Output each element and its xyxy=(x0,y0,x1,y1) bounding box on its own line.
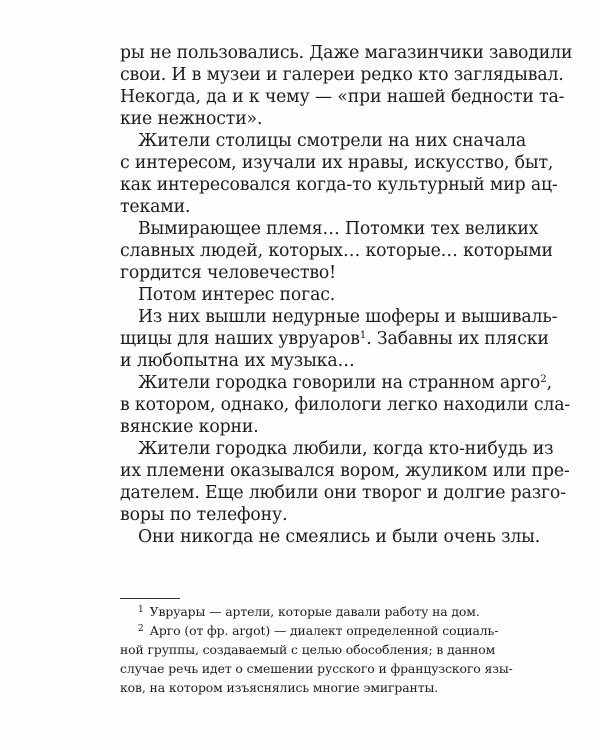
text-segment: Жители городка говорили на странном арго xyxy=(138,373,541,393)
text-line: дателем. Еще любили они творог и долгие разго- xyxy=(120,483,566,503)
text-line: как интересовался когда-то культурный мир ац- xyxy=(120,175,558,195)
footnote-line: ков, на котором изъяснялись многие эмигранты. xyxy=(120,680,439,695)
text-line: воры по телефону. xyxy=(120,505,288,525)
text-segment: . Забавны их пляски xyxy=(366,329,549,349)
text-line: с интересом, изучали их нравы, искусство, быт, xyxy=(120,153,554,173)
footnote-ref-2[interactable]: 2 xyxy=(540,373,547,386)
text-segment: , xyxy=(546,373,552,393)
footnote-ref-1[interactable]: 1 xyxy=(359,329,367,342)
text-line xyxy=(138,372,552,394)
text-line: ры не пользовались. Даже магазинчики заводили xyxy=(120,43,573,63)
text-line: кие нежности». xyxy=(120,109,263,129)
footnote-text: Арго (от фр. argot) — диалект определенной социаль- xyxy=(149,623,499,638)
footnote-line: ной группы, создаваемый с целью обособления; в данном xyxy=(120,642,496,657)
footnote-mark: 2 xyxy=(138,624,144,634)
text-line: вянские корни. xyxy=(120,417,259,437)
text-line: и любопытна их музыка… xyxy=(120,351,355,371)
footnote-text: Увруары — артели, которые давали работу на дом. xyxy=(149,604,480,619)
text-line: теками. xyxy=(120,197,191,217)
text-line: гордится человечество! xyxy=(120,263,336,283)
text-segment: щицы для наших увруаров xyxy=(120,329,360,349)
footnote-mark: 1 xyxy=(138,605,144,615)
text-line: Потом интерес погас. xyxy=(138,285,336,305)
text-line xyxy=(120,328,549,350)
footnote-divider xyxy=(120,598,180,599)
text-line: славных людей, которых… которые… которыми xyxy=(120,241,553,261)
text-line: Они никогда не смеялись и были очень злы. xyxy=(138,527,541,547)
text-line: Жители столицы смотрели на них сначала xyxy=(138,131,526,151)
footnote-line: случае речь идет о смешении русского и французского язы- xyxy=(120,661,513,676)
text-line: Вымирающее племя… Потомки тех великих xyxy=(138,219,539,239)
text-line: Из них вышли недурные шоферы и вышиваль- xyxy=(138,307,558,327)
text-line: Жители городка любили, когда кто-нибудь из xyxy=(138,439,554,459)
text-line: их племени оказывался вором, жуликом или пре- xyxy=(120,461,570,481)
text-line: Некогда, да и к чему — «при нашей бедности та- xyxy=(120,87,565,107)
text-line: свои. И в музеи и галереи редко кто заглядывал. xyxy=(120,65,564,85)
text-line: в котором, однако, филологи легко находили сла- xyxy=(120,395,571,415)
